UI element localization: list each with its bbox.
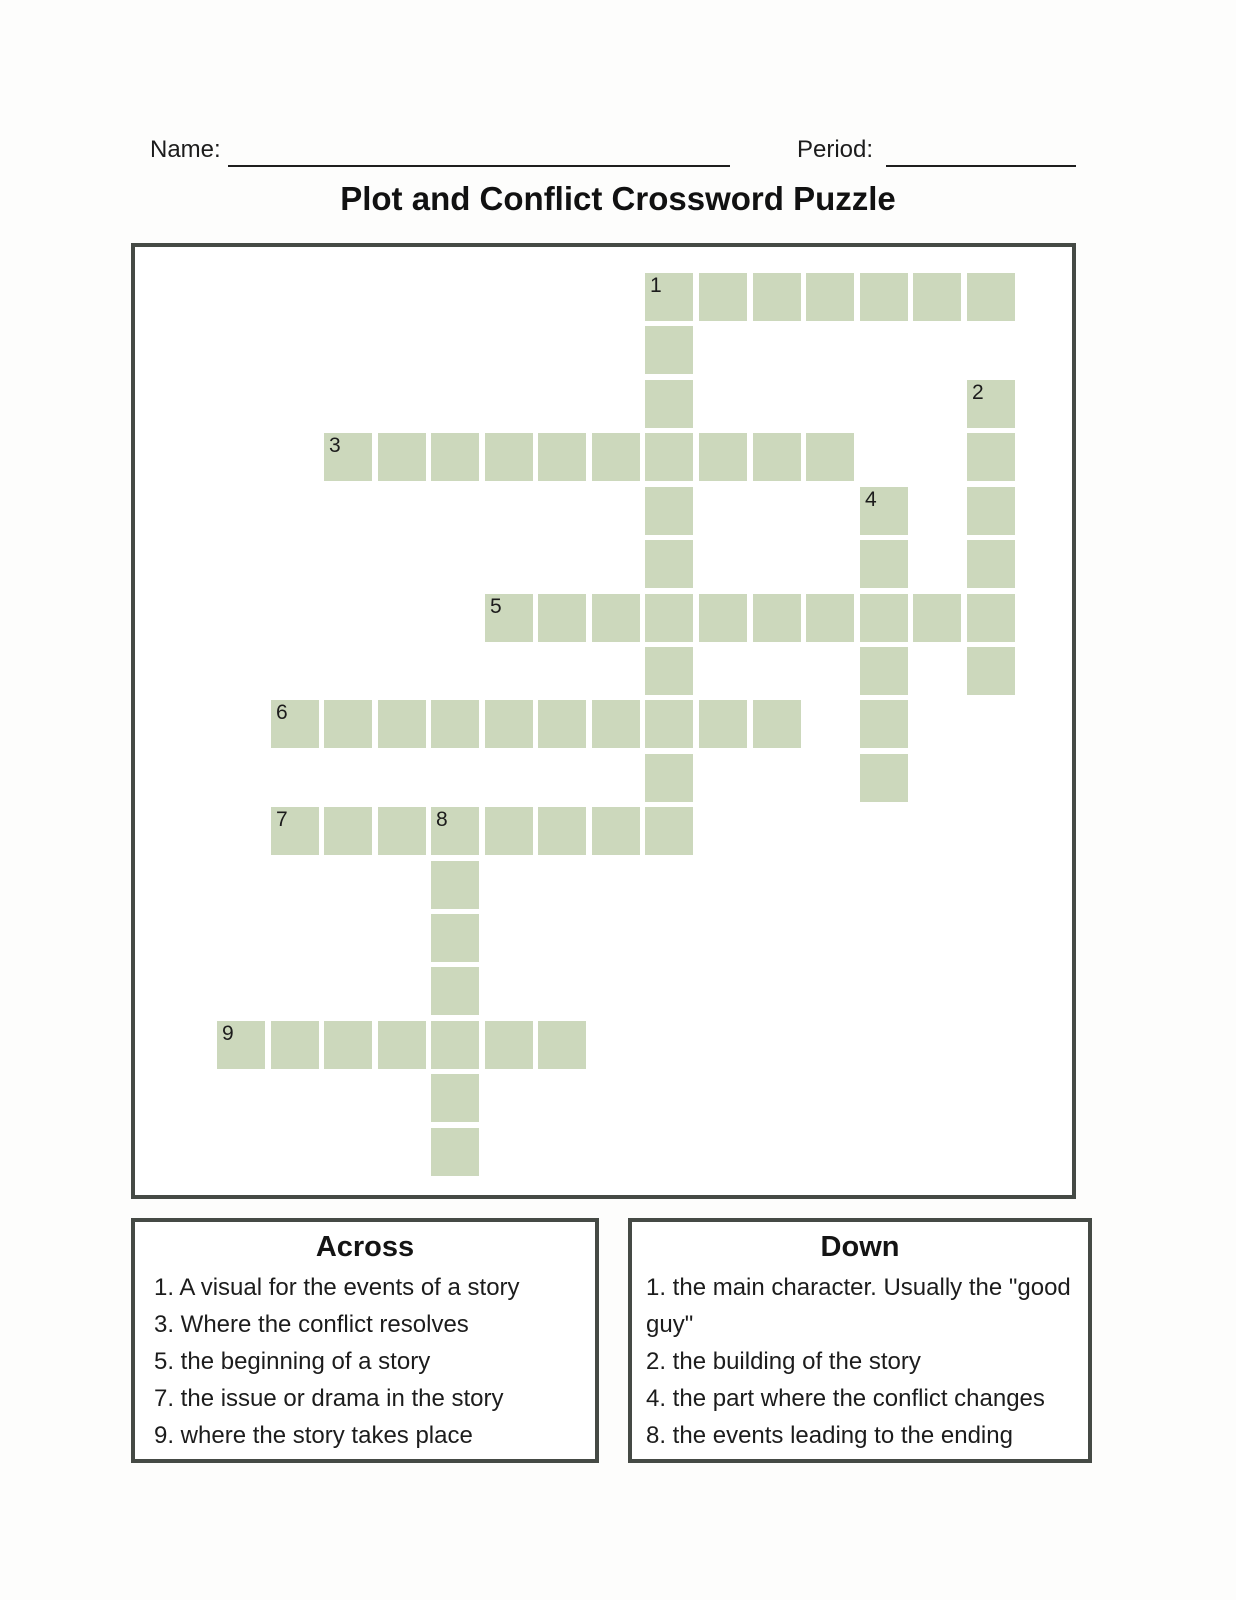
crossword-cell[interactable] [645,700,693,748]
crossword-cell[interactable] [967,487,1015,535]
clue-number: 4 [865,488,877,511]
clue-number: 1 [650,274,662,297]
crossword-cell[interactable] [753,433,801,481]
crossword-cell[interactable] [967,380,1015,428]
crossword-cell[interactable] [860,273,908,321]
crossword-cell[interactable] [592,433,640,481]
name-underline [228,165,730,167]
crossword-cell[interactable] [592,807,640,855]
crossword-cell[interactable] [271,807,319,855]
crossword-cell[interactable] [485,594,533,642]
clue-item: 3. Where the conflict resolves [154,1311,469,1338]
crossword-cell[interactable] [485,807,533,855]
clue-item: 5. the beginning of a story [154,1348,431,1375]
across-clue-list [135,1269,595,1454]
crossword-cell[interactable] [699,273,747,321]
crossword-cell[interactable] [431,914,479,962]
crossword-cell[interactable] [753,273,801,321]
crossword-cell[interactable] [967,433,1015,481]
across-clues-box [131,1218,599,1463]
crossword-cell[interactable] [538,807,586,855]
crossword-cell[interactable] [324,1021,372,1069]
crossword-cell[interactable] [431,433,479,481]
crossword-cell[interactable] [592,700,640,748]
crossword-cell[interactable] [645,647,693,695]
period-underline [886,165,1076,167]
crossword-cell[interactable] [913,594,961,642]
crossword-cell[interactable] [217,1021,265,1069]
crossword-cell[interactable] [538,433,586,481]
crossword-cell[interactable] [431,1021,479,1069]
crossword-cell[interactable] [699,594,747,642]
crossword-cell[interactable] [485,433,533,481]
crossword-cell[interactable] [645,326,693,374]
crossword-cell[interactable] [860,540,908,588]
crossword-cell[interactable] [806,433,854,481]
page-title: Plot and Conflict Crossword Puzzle [340,180,896,217]
clue-item: 8. the events leading to the ending [646,1422,1013,1449]
clue-item: 1. A visual for the events of a story [154,1274,520,1301]
crossword-cell[interactable] [645,487,693,535]
crossword-cell[interactable] [967,273,1015,321]
crossword-cell[interactable] [753,700,801,748]
crossword-cell[interactable] [645,380,693,428]
crossword-cell[interactable] [538,700,586,748]
crossword-cell[interactable] [645,273,693,321]
crossword-cell[interactable] [271,1021,319,1069]
clue-number: 9 [222,1022,234,1045]
clue-item: 4. the part where the conflict changes [646,1385,1045,1412]
clue-item: 2. the building of the story [646,1348,921,1375]
crossword-cell[interactable] [431,1128,479,1176]
crossword-cell[interactable] [967,594,1015,642]
crossword-cell[interactable] [431,967,479,1015]
crossword-cell[interactable] [645,807,693,855]
crossword-cell[interactable] [378,700,426,748]
crossword-cell[interactable] [860,487,908,535]
clue-number: 8 [436,808,448,831]
crossword-cell[interactable] [699,700,747,748]
clue-number: 5 [490,595,502,618]
crossword-cell[interactable] [860,754,908,802]
crossword-cell[interactable] [431,1074,479,1122]
crossword-cell[interactable] [592,594,640,642]
crossword-cell[interactable] [538,1021,586,1069]
clue-number: 6 [276,701,288,724]
crossword-cell[interactable] [485,700,533,748]
crossword-cell[interactable] [913,273,961,321]
name-label: Name: [150,136,221,163]
crossword-cell[interactable] [806,273,854,321]
down-clue-list [632,1269,1088,1454]
crossword-cell[interactable] [431,700,479,748]
crossword-cell[interactable] [645,540,693,588]
crossword-cell[interactable] [860,594,908,642]
crossword-cell[interactable] [645,433,693,481]
crossword-cell[interactable] [271,700,319,748]
crossword-cell[interactable] [860,700,908,748]
crossword-cell[interactable] [378,807,426,855]
crossword-cell[interactable] [538,594,586,642]
crossword-cell[interactable] [324,433,372,481]
crossword-cell[interactable] [967,540,1015,588]
crossword-cell[interactable] [645,754,693,802]
clue-item: 7. the issue or drama in the story [154,1385,504,1412]
crossword-cell[interactable] [645,594,693,642]
clue-number: 2 [972,381,984,404]
clue-number: 7 [276,808,288,831]
crossword-cell[interactable] [967,647,1015,695]
crossword-cell[interactable] [378,1021,426,1069]
across-heading: Across [315,1231,415,1263]
period-label: Period: [797,136,874,163]
crossword-grid [131,243,1076,1199]
crossword-cell[interactable] [699,433,747,481]
crossword-cell[interactable] [431,861,479,909]
crossword-cell[interactable] [431,807,479,855]
clue-number: 3 [329,434,341,457]
crossword-cell[interactable] [324,700,372,748]
crossword-cell[interactable] [485,1021,533,1069]
crossword-cell[interactable] [860,647,908,695]
down-clues-box [628,1218,1092,1463]
clue-item: 1. the main character. Usually the "good guy" [646,1274,1071,1338]
down-heading: Down [820,1231,900,1263]
crossword-cell[interactable] [378,433,426,481]
crossword-cell[interactable] [806,594,854,642]
crossword-cell[interactable] [753,594,801,642]
crossword-cell[interactable] [324,807,372,855]
clue-item: 9. where the story takes place [154,1422,473,1449]
